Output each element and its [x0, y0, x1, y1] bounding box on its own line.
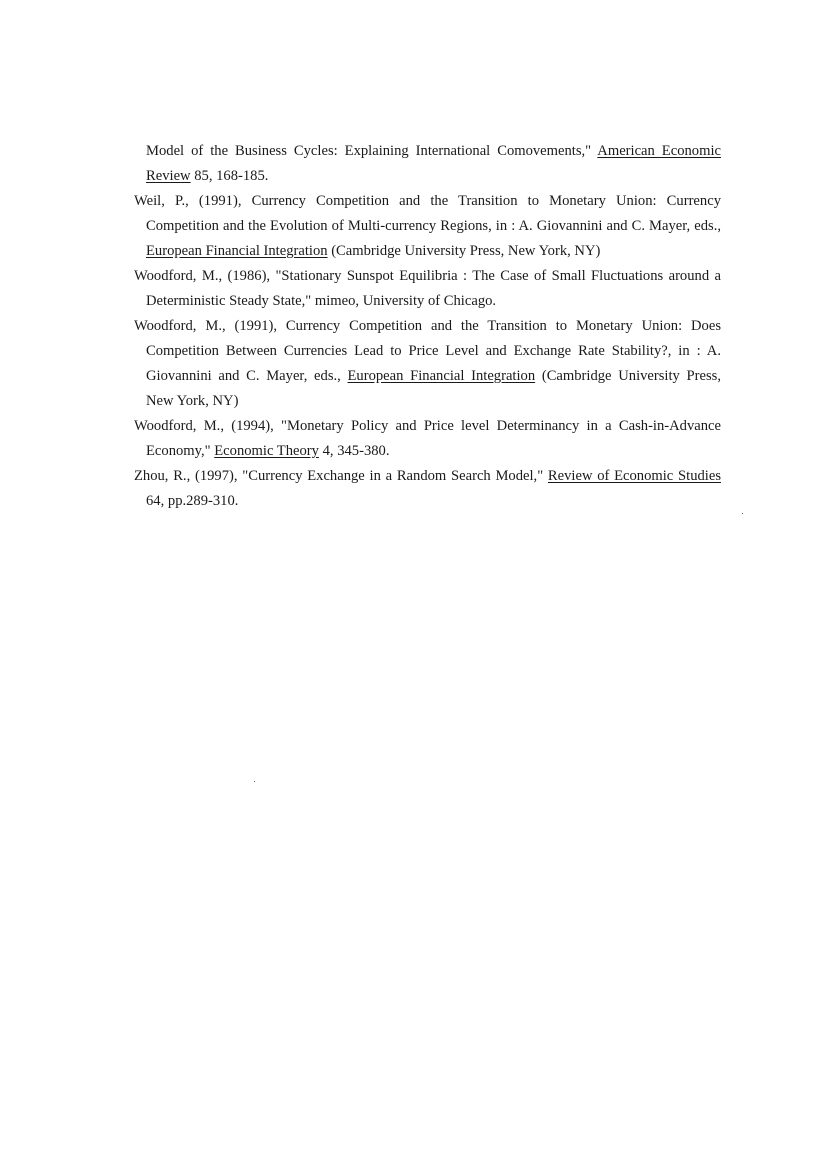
reference-text: Woodford, M., (1991), Currency Competition and the Transition to Monetary Union: Does Competition Between Currencies Lead to Price Level and Exchange Rate Stability?, in : A. Giovannini and C. Mayer, eds.,: [134, 318, 721, 384]
reference-entry-weil-1991: [134, 189, 721, 264]
reference-entry-ar-1995: [134, 139, 721, 189]
reference-details: 4, 345-380.: [318, 443, 390, 459]
reference-details: (Cambridge University Press, New York, NY): [146, 368, 721, 409]
reference-entry-zhou-1997: [134, 464, 721, 514]
reference-entry-woodford-1991: [134, 314, 721, 414]
reference-text: Woodford, M., (1994), "Monetary Policy and Price level Determinancy in a Cash-in-Advance Economy,": [134, 418, 721, 459]
scan-speck: [254, 781, 255, 782]
reference-text: Weil, P., (1991), Currency Competition and the Transition to Monetary Union: Currency Competition and the Evolution of Multi-currency Regions, in : A. Giovannini and C. Mayer, eds.,: [134, 193, 721, 234]
reference-details: 85, 168-185.: [190, 168, 269, 184]
journal-title: Review of Economic Studies: [547, 468, 721, 484]
book-title: European Financial Integration: [347, 368, 536, 384]
journal-title: American Economic Review: [146, 143, 721, 184]
reference-details: (Cambridge University Press, New York, NY): [327, 243, 601, 259]
reference-text: Woodford, M., (1986), "Stationary Sunspot Equilibria : The Case of Small Fluctuations around a Deterministic Steady State," mimeo, University of Chicago.: [134, 268, 721, 309]
scan-speck: [742, 513, 743, 514]
reference-entry-woodford-1994: [134, 414, 721, 464]
journal-title: Economic Theory: [214, 443, 319, 459]
reference-details: 64, pp.289-310.: [146, 493, 239, 509]
reference-text: Zhou, R., (1997), "Currency Exchange in a Random Search Model,": [134, 468, 548, 484]
reference-text: Model of the Business Cycles: Explaining International Comovements,": [146, 143, 598, 159]
reference-entry-woodford-1986: [134, 264, 721, 314]
book-title: European Financial Integration: [146, 243, 328, 259]
reference-list: [134, 139, 721, 514]
